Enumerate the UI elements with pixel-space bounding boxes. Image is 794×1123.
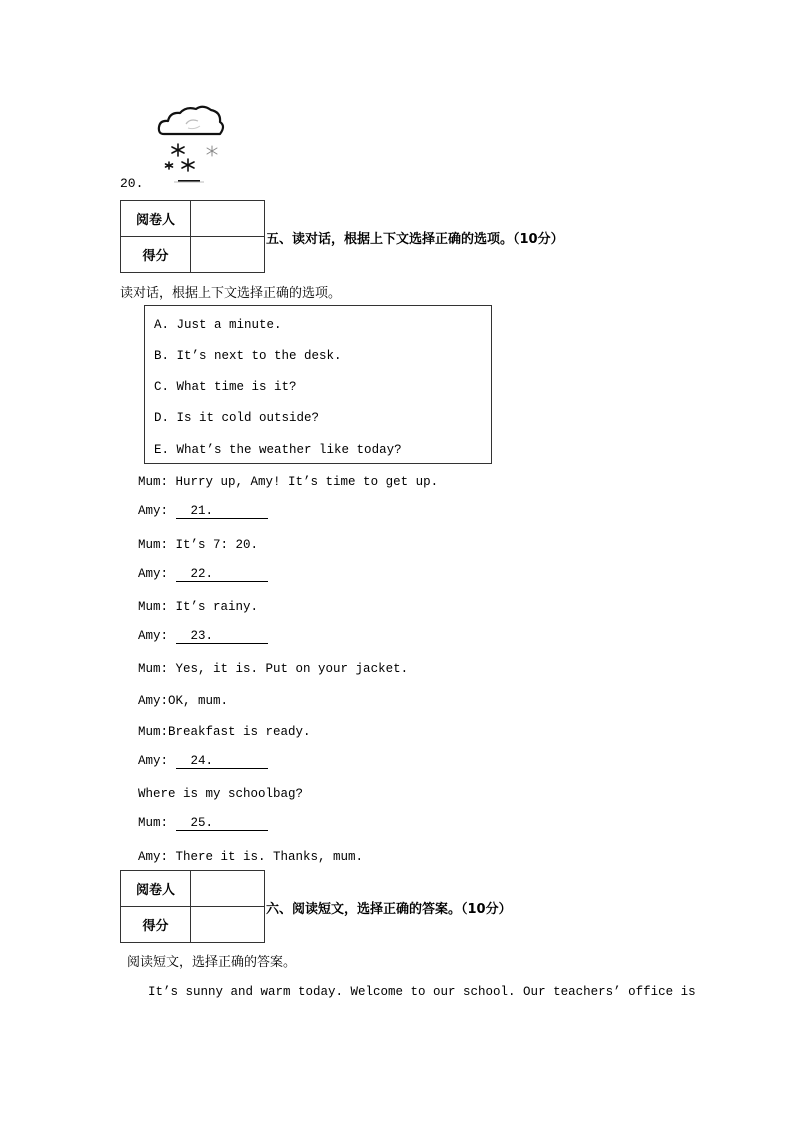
option-letter: B. [154, 349, 170, 363]
blank-number: 25. [190, 816, 214, 830]
dialogue-text: Where is my schoolbag? [138, 787, 304, 801]
passage-text: It’s sunny and warm today. Welcome to our school. Our teachers’ office is [148, 985, 696, 999]
grader-field[interactable] [191, 871, 265, 907]
option-letter: D. [154, 411, 170, 425]
dialogue-line [138, 694, 228, 708]
score-field[interactable] [191, 907, 265, 943]
option-b [154, 349, 342, 363]
option-text: Just a minute. [176, 318, 282, 332]
dialogue-line [138, 475, 438, 489]
blank-number: 21. [190, 504, 214, 518]
grader-label: 阅卷人 [121, 871, 191, 907]
option-a [154, 318, 282, 332]
dialogue-text: Yes, it is. Put on your jacket. [175, 662, 409, 676]
dialogue-line [138, 816, 268, 831]
option-text: What time is it? [176, 380, 297, 394]
score-table [120, 870, 265, 943]
section-instruction: 阅读短文，选择正确的答案。 [127, 955, 297, 970]
speaker: Mum: [138, 662, 169, 676]
blank-number: 23. [190, 629, 214, 643]
speaker: Amy: [138, 850, 169, 864]
score-label: 得分 [121, 237, 191, 273]
speaker: Amy: [138, 567, 169, 581]
section-instruction: 读对话，根据上下文选择正确的选项。 [120, 286, 342, 301]
options-box [144, 305, 492, 464]
dialogue-line [138, 600, 258, 614]
speaker: Mum: [138, 816, 169, 830]
grader-label: 阅卷人 [121, 201, 191, 237]
speaker: Mum: [138, 538, 169, 552]
dialogue-line [138, 504, 268, 519]
dialogue-line [138, 787, 303, 801]
grader-field[interactable] [191, 201, 265, 237]
dialogue-text: It’s 7: 20. [175, 538, 259, 552]
option-e [154, 443, 402, 457]
question-number: 20. [120, 176, 144, 191]
snow-cloud-icon [156, 104, 226, 186]
option-c [154, 380, 297, 394]
speaker: Amy: [138, 629, 169, 643]
dialogue-text: It’s rainy. [175, 600, 259, 614]
speaker: Mum: [138, 725, 169, 739]
speaker: Amy: [138, 504, 169, 518]
dialogue-text: Breakfast is ready. [168, 725, 311, 739]
answer-blank-24[interactable] [176, 755, 268, 769]
dialogue-line [138, 629, 268, 644]
dialogue-line [138, 725, 311, 739]
option-text: It’s next to the desk. [176, 349, 342, 363]
dialogue-text: There it is. Thanks, mum. [175, 850, 364, 864]
option-letter: E. [154, 443, 170, 457]
speaker: Amy: [138, 694, 169, 708]
score-table [120, 200, 265, 273]
speaker: Amy: [138, 754, 169, 768]
dialogue-line [138, 662, 408, 676]
option-text: What’s the weather like today? [176, 443, 402, 457]
answer-blank-21[interactable] [176, 505, 268, 519]
blank-number: 24. [190, 754, 214, 768]
dialogue-line [138, 754, 268, 769]
dialogue-text: Hurry up, Amy! It’s time to get up. [175, 475, 439, 489]
answer-blank-22[interactable] [176, 568, 268, 582]
answer-blank-23[interactable] [176, 630, 268, 644]
blank-number: 22. [190, 567, 214, 581]
section-title: 六、阅读短文，选择正确的答案。（10分） [266, 902, 512, 917]
dialogue-line [138, 850, 363, 864]
option-letter: A. [154, 318, 170, 332]
score-field[interactable] [191, 237, 265, 273]
option-d [154, 411, 319, 425]
score-label: 得分 [121, 907, 191, 943]
dialogue-line [138, 567, 268, 582]
answer-blank-25[interactable] [176, 817, 268, 831]
dialogue-line [138, 538, 258, 552]
section-title: 五、读对话，根据上下文选择正确的选项。（10分） [266, 232, 564, 247]
option-text: Is it cold outside? [176, 411, 320, 425]
dialogue-text: OK, mum. [168, 694, 229, 708]
option-letter: C. [154, 380, 170, 394]
speaker: Mum: [138, 600, 169, 614]
speaker: Mum: [138, 475, 169, 489]
